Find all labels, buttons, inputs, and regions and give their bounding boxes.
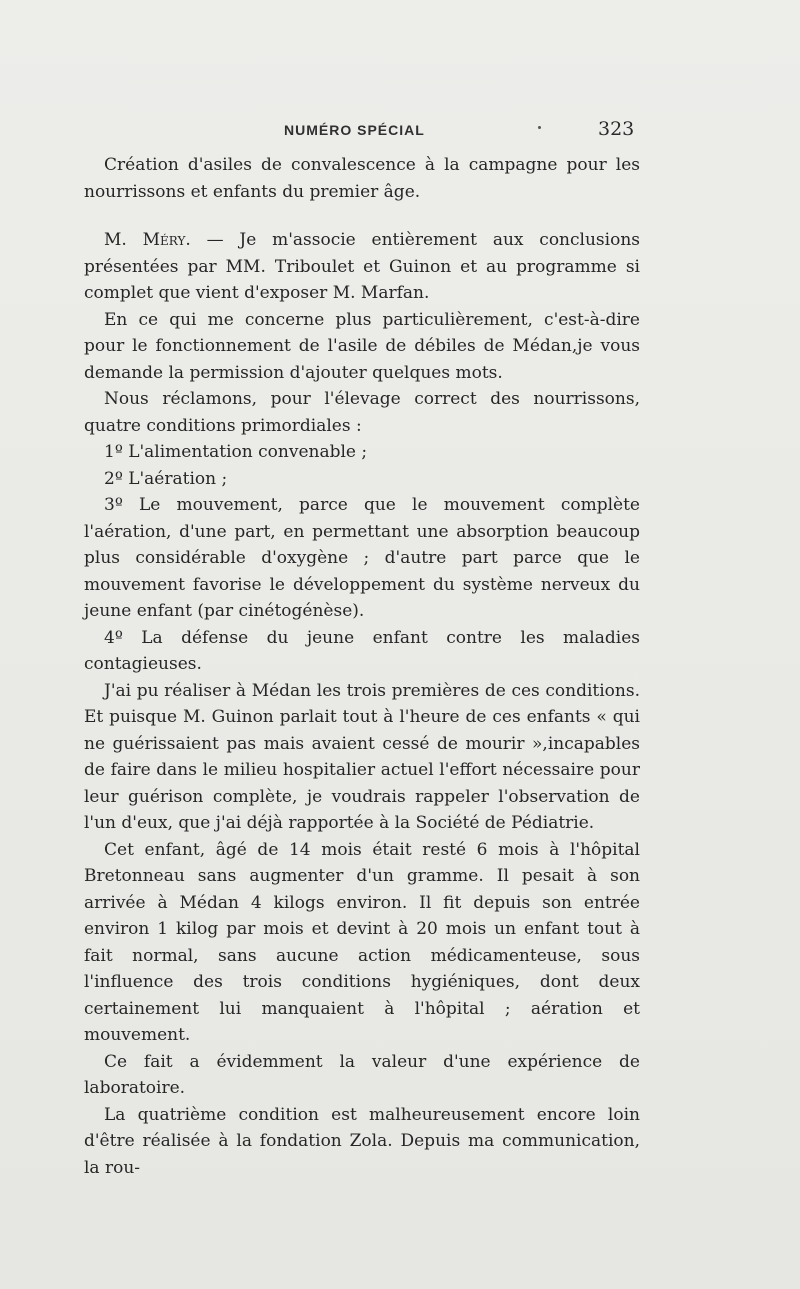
paragraph: La quatrième condition est malheureusement encore loin d'être réalisée à la fondation Zola. Depuis ma communication, la rou- [84,1104,640,1178]
speaker-text: — Je m'associe entièrement aux conclusions présentées par MM. Triboulet et Guinon et au programme si complet que vient d'exposer M. Marfan. [84,230,640,303]
print-speck [538,126,541,129]
paragraph: J'ai pu réaliser à Médan les trois premières de ces conditions. Et puisque M. Guinon parlait tout à l'heure de ces enfants « qui ne guérissaient pas mais avaient cessé de mourir »,incapables de faire dans le milieu hospitalier actuel l'effort nécessaire pour leur guérison complète, je voudrais rappeler l'observation de l'un d'eux, que j'ai déjà rapportée à la Société de Pédiatrie. [84,680,640,833]
paragraph: En ce qui me concerne plus particulièrement, c'est-à-dire pour le fonctionnement de l'asile de débiles de Médan,je vous demande la permission d'ajouter quelques mots. [84,309,640,383]
list-item-condition-2: 2º L'aération ; [104,468,228,489]
paragraph: Cet enfant, âgé de 14 mois était resté 6 mois à l'hôpital Bretonneau sans augmenter d'un gramme. Il pesait à son arrivée à Médan 4 kilogs environ. Il fit depuis son entrée environ 1 kilog par mois et devint à 20 mois un enfant tout à fait normal, sans aucune action médicamenteuse, sous l'influence des trois conditions hygiéniques, dont deux certainement lui manquaient à l'hôpital ; aération et mouvement. [84,839,640,1045]
paragraph: Nous réclamons, pour l'élevage correct des nourrissons, quatre conditions primordiales : [84,389,640,436]
list-item-condition-3: 3º Le mouvement, parce que le mouvement complète l'aération, d'une part, en permettant une absorption beaucoup plus considérable d'oxygène ; d'autre part parce que le mouvement favorise le développement du système nerveux du jeune enfant (par cinétogénèse). [84,495,640,621]
list-item-condition-4: 4º La défense du jeune enfant contre les maladies contagieuses. [84,627,640,674]
running-title: NUMÉRO SPÉCIAL [284,122,425,138]
list-item-condition-1: 1º L'alimentation convenable ; [104,442,368,462]
running-head [0,118,800,142]
body-text [84,152,640,1181]
paragraph-heading-continuation: Création d'asiles de convalescence à la campagne pour les nourrissons et enfants du premier âge. [84,155,640,202]
speaker-name: M. Méry. [104,230,191,250]
paragraph-mery-intro [84,227,640,307]
page-number: 323 [598,118,635,140]
paragraph: Ce fait a évidemment la valeur d'une expérience de laboratoire. [84,1051,640,1098]
